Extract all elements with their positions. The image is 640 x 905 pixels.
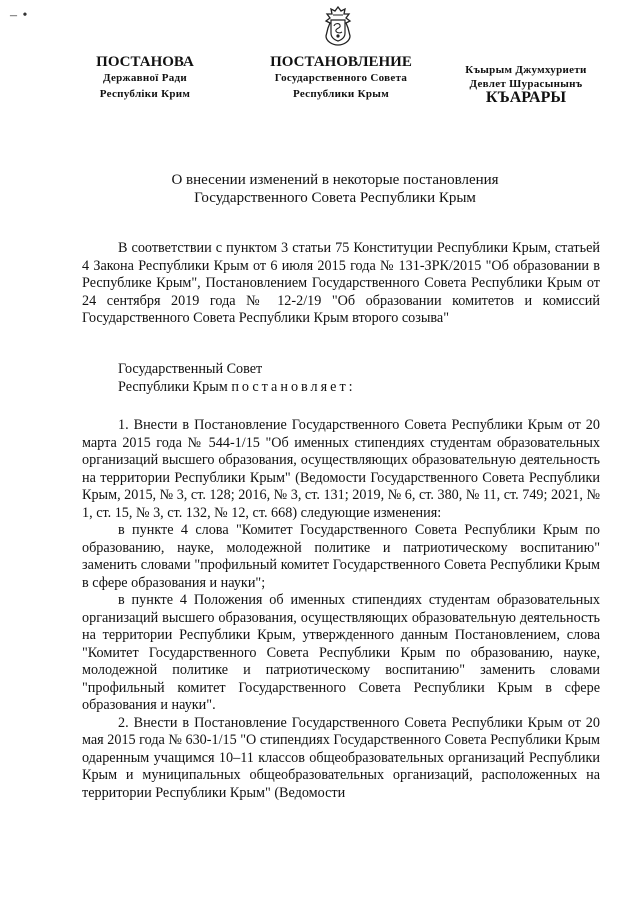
item-1b-paragraph: в пункте 4 Положения об именных стипендиях студентам образовательных организаций высшего образования, осуществляющих образовательную деятельность на территории Республики Крым, утвержденного данным Постановлением, слова "Комитет Государственного Совета Республики Крым по образованию, науке, молодежной политике и патриотическому воспитанию" заменить словами "профильный комитет Государственного Совета Республики Крым в сфере образования и науки".	[82, 592, 600, 713]
preamble-paragraph: В соответствии с пунктом 3 статьи 75 Конституции Республики Крым, статьей 4 Закона Республики Крым от 6 июля 2015 года № 131-ЗРК/2015 "Об образовании в Республике Крым", Постановлением Государственного Совета Республики Крым от 24 сентября 2019 года № 12-2/19 "Об образовании комитетов и комиссий Государственного Совета Республики Крым второго созыва"	[82, 240, 600, 326]
resolves-line1: Государственный Совет	[118, 361, 263, 377]
header-ukrainian-line1: Державної Ради	[102, 72, 188, 84]
resolves-keyword: постановляет:	[231, 378, 356, 395]
document-title-line2: Государственного Совета Республики Крым	[194, 190, 476, 206]
item-1a-paragraph: в пункте 4 слова "Комитет Государственного Совета Республики Крым по образованию, науке, молодежной политике и патриотическому воспитанию" заменить словами "профильный комитет Государственного Совета Республики Крым в сфере образования и науки";	[82, 522, 600, 591]
header-crimean-tatar-line2: Девлет Шурасынынъ	[469, 78, 583, 90]
document-title	[120, 171, 550, 207]
items-block	[82, 417, 600, 802]
resolves-line2	[118, 379, 636, 397]
header-russian	[256, 54, 426, 102]
resolves-line2-prefix: Республики Крым	[118, 378, 232, 395]
scan-mark: – •	[10, 8, 29, 23]
item-2-paragraph: 2. Внести в Постановление Государственного Совета Республики Крым от 20 мая 2015 года № 630-1/15 "О стипендиях Государственного Совета Республики Крым одаренным учащимся 10–11 классов общеобразовательных организаций Республики Крым и муниципальных общеобразовательных организаций, расположенных на территории Республики Крым" (Ведомости	[82, 714, 600, 801]
header-crimean-tatar	[462, 63, 590, 105]
item-1-paragraph: 1. Внести в Постановление Государственного Совета Республики Крым от 20 марта 2015 года № 544-1/15 "Об именных стипендиях студентам образовательных организаций высшего образования, осуществляющих образовательную деятельность на территории Республики Крым" (Ведомости Государственного Совета Республики Крым, 2015, № 3, ст. 128; 2016, № 3, ст. 131; 2019, № 6, ст. 380, № 11, ст. 749; 2021, № 1, ст. 15, № 3, ст. 132, № 12, ст. 668) следующие изменения:	[82, 417, 600, 521]
header-crimean-tatar-title: КЪАРАРЫ	[485, 89, 567, 106]
resolves-block	[82, 361, 636, 396]
header-russian-line2: Республики Крым	[292, 88, 389, 100]
header-russian-title: ПОСТАНОВЛЕНИЕ	[270, 54, 412, 70]
header-ukrainian-title: ПОСТАНОВА	[96, 54, 194, 70]
preamble-block	[82, 240, 600, 328]
document-title-line1: О внесении изменений в некоторые постановления	[171, 172, 499, 188]
header-crimean-tatar-line1: Къырым Джумхуриети	[465, 64, 587, 76]
header-ukrainian	[80, 54, 210, 102]
header-ukrainian-line2: Республіки Крим	[99, 88, 191, 100]
coat-of-arms-icon	[322, 6, 354, 46]
header-russian-line1: Государственного Совета	[274, 72, 408, 84]
